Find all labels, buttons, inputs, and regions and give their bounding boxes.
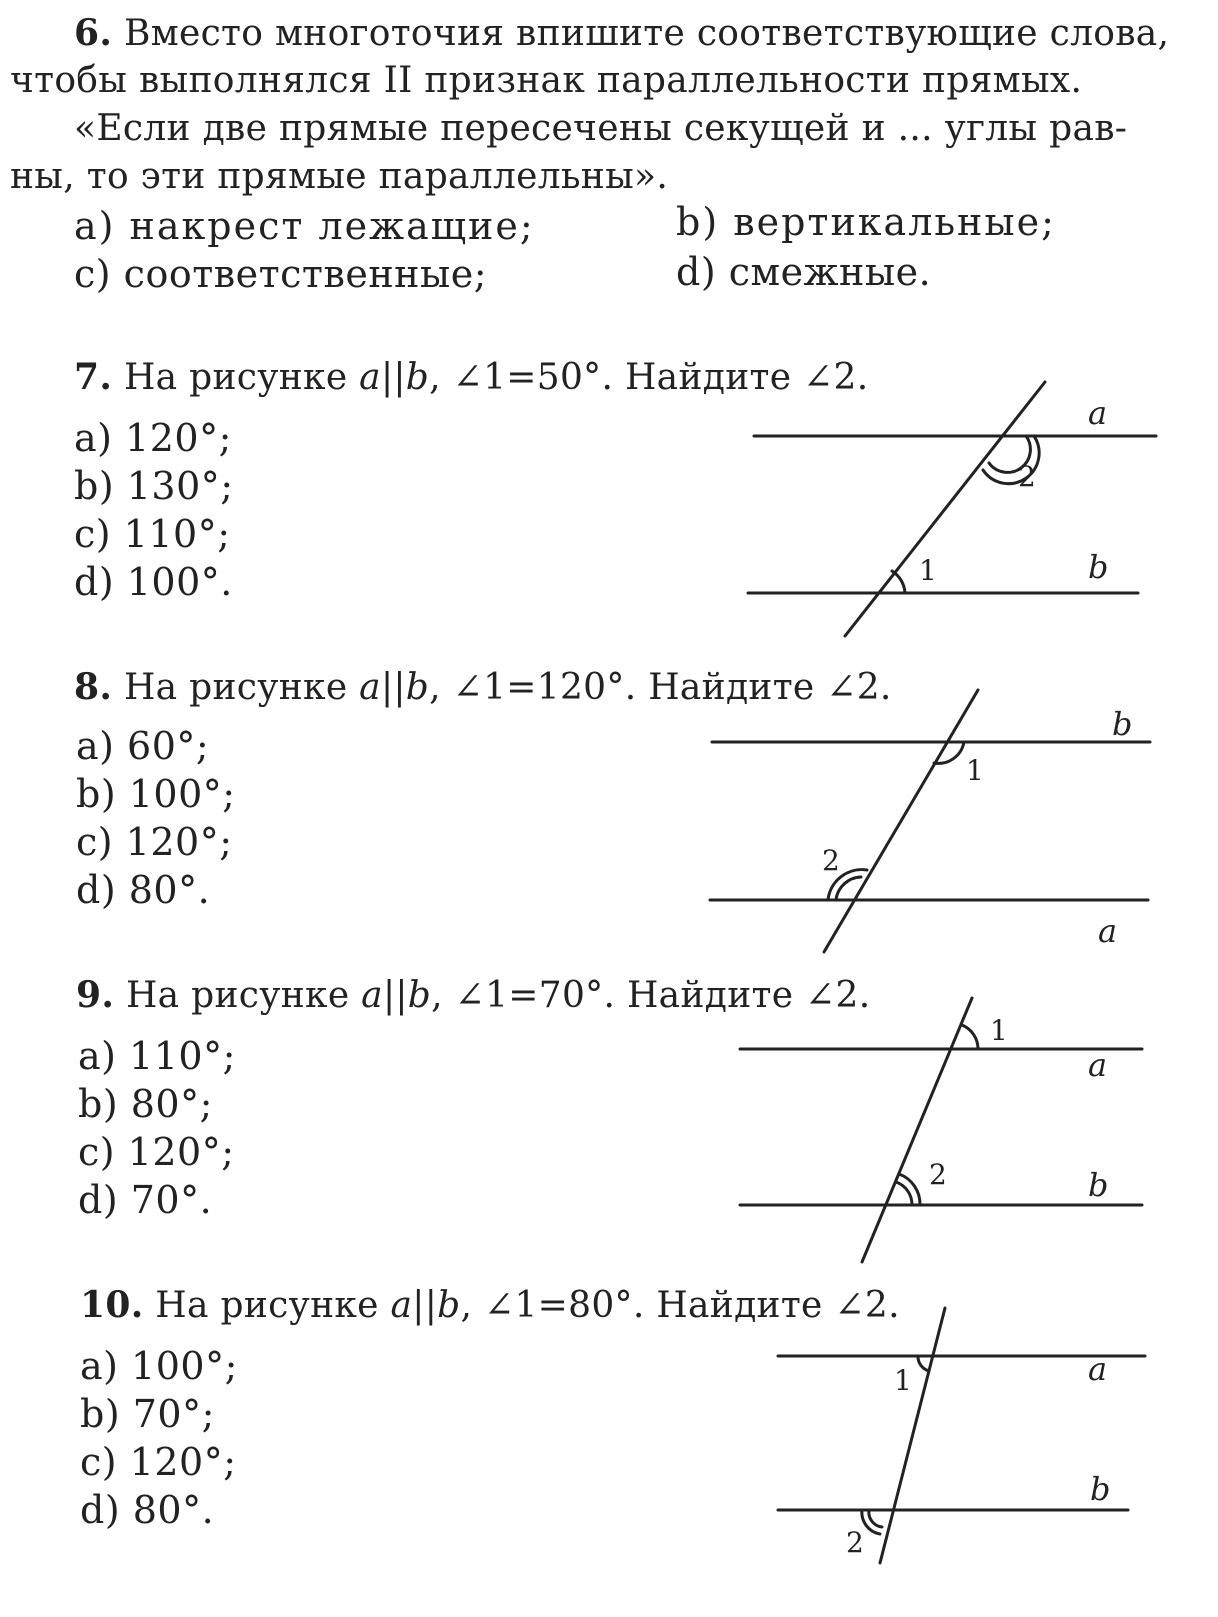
q10-ask: Найдите ∠2. bbox=[656, 1285, 900, 1326]
q8-label-angle-2: 2 bbox=[822, 844, 840, 877]
q9-label-angle-1: 1 bbox=[990, 1014, 1008, 1047]
q10-transversal bbox=[880, 1308, 945, 1563]
q10-parallel-sign: || bbox=[412, 1285, 438, 1326]
q10-var-b: b bbox=[437, 1285, 461, 1326]
q8-option-c: c) 120°; bbox=[76, 820, 233, 864]
q10-option-b: b) 70°; bbox=[80, 1392, 215, 1436]
q7-parallel-sign: || bbox=[380, 357, 406, 398]
q10-number: 10. bbox=[80, 1284, 144, 1326]
q8-condition: , ∠1=120°. bbox=[429, 667, 637, 708]
q7-ask: Найдите ∠2. bbox=[624, 357, 869, 398]
q8-parallel-sign: || bbox=[380, 667, 406, 708]
q6-option-b: b) вертикальные; bbox=[676, 200, 1056, 244]
q9-parallel-sign: || bbox=[382, 975, 408, 1016]
q6-number: 6. bbox=[74, 12, 113, 54]
q6-line-3: «Если две прямые пересечены секущей и ... углы рав- bbox=[74, 108, 1128, 149]
q8-number: 8. bbox=[74, 666, 113, 708]
q7-option-c: c) 110°; bbox=[74, 512, 231, 556]
q9-option-c: c) 120°; bbox=[78, 1130, 235, 1174]
q7-label-angle-1: 1 bbox=[919, 554, 937, 587]
q8-var-a: a bbox=[359, 667, 381, 708]
q10-condition: , ∠1=80°. bbox=[460, 1285, 645, 1326]
q8-angle-1-arc bbox=[934, 742, 964, 763]
q7-label-a: a bbox=[1088, 394, 1108, 432]
q7-var-b: b bbox=[405, 357, 430, 398]
q9-var-b: b bbox=[407, 975, 432, 1016]
q7-lead: На рисунке bbox=[123, 357, 348, 398]
q6-option-d: d) смежные. bbox=[676, 250, 932, 294]
q9-label-b: b bbox=[1088, 1166, 1109, 1204]
q9-label-a: a bbox=[1088, 1046, 1108, 1084]
q10-figure bbox=[778, 1308, 1145, 1563]
q10-lead: На рисунке bbox=[155, 1285, 379, 1326]
q10-option-c: c) 120°; bbox=[80, 1440, 237, 1484]
q9-option-d: d) 70°. bbox=[78, 1178, 213, 1222]
q10-option-a: a) 100°; bbox=[80, 1344, 238, 1388]
q10-var-a: a bbox=[390, 1285, 413, 1326]
q8-option-d: d) 80°. bbox=[76, 868, 211, 912]
q8-var-b: b bbox=[405, 667, 430, 708]
q8-label-b: b bbox=[1112, 705, 1133, 743]
q10-label-a: a bbox=[1088, 1350, 1108, 1388]
q10-label-b: b bbox=[1090, 1470, 1111, 1508]
q6-option-c: c) соответственные; bbox=[74, 252, 488, 296]
q7-option-b: b) 130°; bbox=[74, 464, 234, 508]
q7-transversal bbox=[845, 382, 1045, 636]
q10-label-angle-2: 2 bbox=[846, 1526, 864, 1559]
q9-ask: Найдите ∠2. bbox=[626, 975, 871, 1016]
q9-angle-1-arc bbox=[962, 1025, 978, 1049]
q7-condition: , ∠1=50°. bbox=[429, 357, 614, 398]
q9-label-angle-2: 2 bbox=[929, 1158, 947, 1191]
q10-angle-1-arc bbox=[918, 1356, 929, 1371]
q9-lead: На рисунке bbox=[125, 975, 350, 1016]
q9-var-a: a bbox=[361, 975, 383, 1016]
q6-line-2: чтобы выполнялся II признак параллельности прямых. bbox=[10, 60, 1083, 101]
q9-figure bbox=[740, 998, 1142, 1262]
q9-angle-2-arc bbox=[896, 1182, 912, 1205]
q10-option-d: d) 80°. bbox=[80, 1488, 215, 1532]
q8-transversal bbox=[824, 690, 978, 952]
q6-line-4: ны, то эти прямые параллельны». bbox=[10, 156, 669, 197]
q9-condition: , ∠1=70°. bbox=[431, 975, 616, 1016]
q8-ask: Найдите ∠2. bbox=[648, 667, 892, 708]
q7-label-angle-2: 2 bbox=[1018, 460, 1036, 493]
q7-option-a: a) 120°; bbox=[74, 416, 232, 460]
q8-label-angle-1: 1 bbox=[966, 754, 984, 787]
q7-number: 7. bbox=[74, 356, 113, 398]
q7-option-d: d) 100°. bbox=[74, 560, 233, 604]
q9-option-b: b) 80°; bbox=[78, 1082, 213, 1126]
q8-label-a: a bbox=[1098, 912, 1118, 950]
q6-option-a: a) накрест лежащие; bbox=[74, 204, 535, 248]
q9-angle-2-arc-outer bbox=[899, 1174, 920, 1205]
q9-number: 9. bbox=[76, 974, 115, 1016]
q6-text-1: Вместо многоточия впишите соответствующие слова, bbox=[123, 13, 1170, 54]
q8-figure bbox=[710, 690, 1150, 952]
q7-label-b: b bbox=[1088, 548, 1109, 586]
q8-option-b: b) 100°; bbox=[76, 772, 236, 816]
q10-angle-2-arc bbox=[869, 1510, 882, 1527]
q7-var-a: a bbox=[359, 357, 381, 398]
q9-transversal bbox=[862, 998, 972, 1262]
q9-option-a: a) 110°; bbox=[78, 1034, 236, 1078]
q8-lead: На рисунке bbox=[123, 667, 348, 708]
q8-option-a: a) 60°; bbox=[76, 724, 210, 768]
q10-label-angle-1: 1 bbox=[894, 1364, 912, 1397]
